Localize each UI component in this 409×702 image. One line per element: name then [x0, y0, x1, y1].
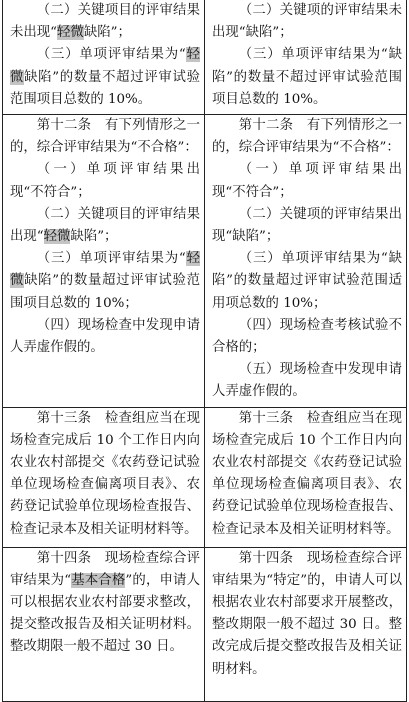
text-segment: （四）现场检查考核试验不合格的；	[212, 317, 402, 356]
text-segment: （二）关键项目的评审结果出现“	[10, 206, 200, 245]
text-segment: 缺陷”的数量超过评审试验范围项目总数的 10%；	[10, 273, 200, 311]
text-segment: （三）单项评审结果为“	[36, 251, 186, 267]
text-segment: （三）单项评审结果为“缺陷”的数量不超过评审试验范围项目总数的 10%。	[212, 47, 402, 107]
clause-paragraph	[212, 159, 402, 203]
text-segment: 第十三条 检查组应当在现场检查完成后 10 个工作日内向农业农村部提交《农药登记试验单位现场检查偏离项目表》、农药登记试验单位现场检查报告、检查记录本及相关证明材料等。	[212, 410, 402, 537]
revised-text-cell	[205, 547, 407, 701]
text-segment: 第十二条 有下列情形之一的，综合评审结果为“不合格”：	[212, 118, 402, 156]
text-segment: （二）关键项的评审结果未出现“缺陷”；	[212, 3, 402, 41]
table-row	[3, 0, 407, 115]
original-text-cell	[3, 407, 205, 547]
table-row	[3, 547, 407, 701]
highlighted-text: 轻微	[57, 25, 84, 41]
highlighted-text: 轻微	[43, 229, 71, 245]
text-segment: 缺陷”的数量不超过评审试验范围项目总数的 10%。	[10, 69, 200, 107]
original-text-cell	[3, 0, 205, 115]
clause-paragraph	[10, 159, 200, 203]
text-segment: （二）关键项的评审结果出现“缺陷”；	[212, 206, 402, 245]
clause-paragraph	[212, 0, 402, 44]
clause-paragraph	[212, 248, 402, 315]
revised-text-cell	[205, 115, 407, 408]
text-segment: （五）现场检查中发现申请人弄虚作假的。	[212, 362, 402, 400]
clause-paragraph	[10, 315, 200, 359]
text-segment: （一）单项评审结果出现“不符合”；	[212, 162, 402, 200]
clause-paragraph	[212, 44, 402, 111]
clause-paragraph	[212, 359, 402, 403]
table-row	[3, 115, 407, 408]
original-text-cell	[3, 547, 205, 701]
text-segment: ”的，申请人可以根据农业农村部要求整改，提交整改报告及相关证明材料。整改期限一般不超过 30 日。	[10, 572, 200, 655]
highlighted-text: 轻微	[10, 47, 200, 85]
revised-text-cell	[205, 0, 407, 115]
text-segment: 缺陷”；	[70, 229, 118, 245]
clause-paragraph	[10, 248, 200, 315]
text-segment: （二）关键项目的评审结果未出现“	[10, 3, 200, 41]
clause-paragraph	[212, 408, 402, 541]
clause-paragraph	[10, 0, 200, 44]
text-segment: 缺陷”；	[83, 25, 131, 41]
text-segment: 第十二条 有下列情形之一的，综合评审结果为“不合格”：	[10, 118, 200, 156]
clause-paragraph	[10, 44, 200, 111]
text-segment: 第十四条 现场检查综合评审结果为“	[10, 550, 200, 588]
clause-paragraph	[212, 315, 402, 359]
text-segment: （三）单项评审结果为“	[36, 47, 186, 63]
clause-paragraph	[212, 115, 402, 159]
clause-paragraph	[10, 204, 200, 248]
text-segment: （一）单项评审结果出现“不符合”；	[10, 162, 200, 200]
clause-paragraph	[10, 408, 200, 541]
comparison-table	[2, 0, 407, 702]
table-row	[3, 407, 407, 547]
original-text-cell	[3, 115, 205, 408]
text-segment: （三）单项评审结果为“缺陷”的数量超过评审试验范围适用项总数的 10%；	[212, 251, 402, 311]
text-segment: 第十三条 检查组应当在现场检查完成后 10 个工作日内向农业农村部提交《农药登记试验单位现场检查偏离项目表》、农药登记试验单位现场检查报告、检查记录本及相关证明材料等。	[10, 410, 200, 537]
highlighted-text: 基本合格	[71, 572, 126, 588]
text-segment: 第十四条 现场检查综合评审结果为“特定”的，申请人可以根据农业农村部要求开展整改，整改期限一般不超过 30 日。整改完成后提交整改报告及相关证明材料。	[212, 550, 402, 677]
clause-paragraph	[212, 548, 402, 681]
highlighted-text: 轻微	[10, 251, 200, 289]
clause-paragraph	[10, 115, 200, 159]
revised-text-cell	[205, 407, 407, 547]
clause-paragraph	[212, 204, 402, 248]
clause-paragraph	[10, 548, 200, 659]
text-segment: （四）现场检查中发现申请人弄虚作假的。	[10, 317, 200, 356]
